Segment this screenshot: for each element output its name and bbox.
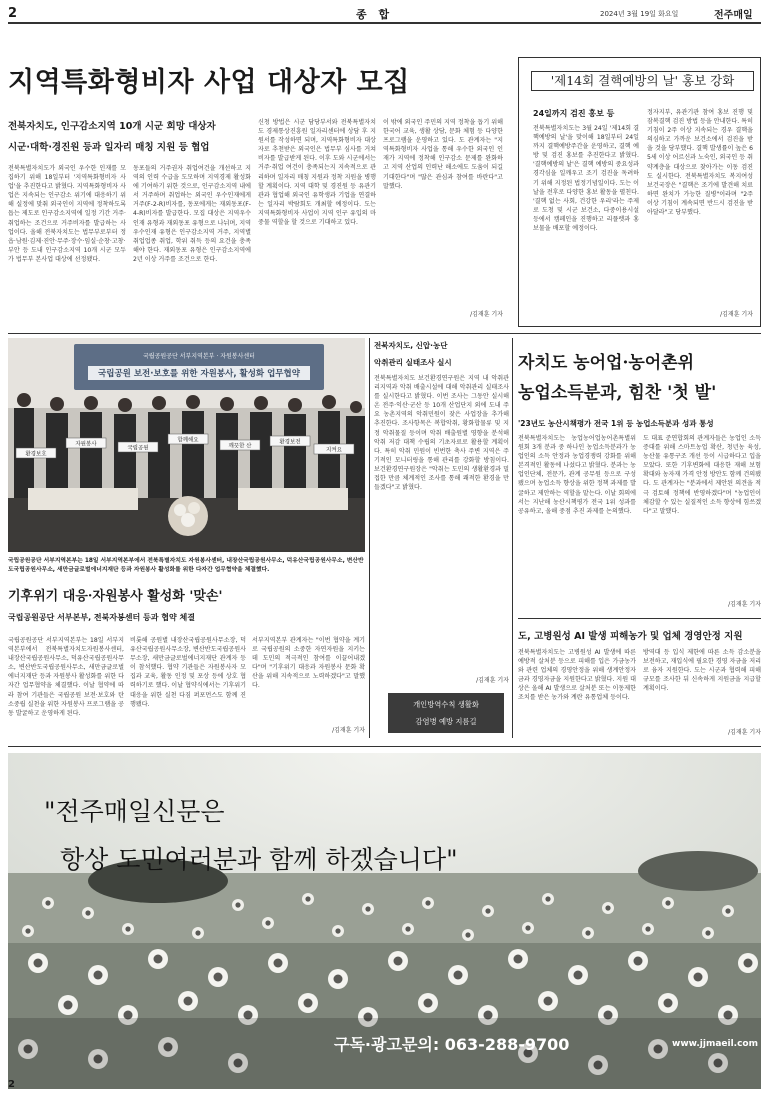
article2-column-1: 국립공원공단 서부지역본부는 18일 서부지역본부에서 전북특별자치도자원봉사센터, 내장산국립공원사무소, 덕유산국립공원사무소, 변산반도국립공원사무소, 새만금글로벌에너지재단 등과 자원봉사 활성화를 위한 다자간 업무협약을 체결했다. 이날 협약에 따라 참여 기관들은 국립공원 보전·보호와 탄소중립 실천을 위한 자원봉사 프로그램을 공동 발굴하고 운영하게 된다. <box>8 637 124 717</box>
box-title: '제14회 결핵예방의 날' 홍보 강화 <box>531 71 754 91</box>
article3-byline: /김재훈 기자 <box>476 677 509 684</box>
article3-column: 전북특별자치도 보건환경연구원은 지역 내 악취관리지역과 악취 배출시설에 대해 악취관리 실태조사를 실시한다고 밝혔다. 이번 조사는 그동안 실시해 온 전주·익산·군산 등 10개 산업단지 외에 도내 주요 농촌지역의 악취민원이 잦은 사업장을 추가해 추진한다. 조사항목은 복합악취, 황화합물류 및 지정 악취물질 등이며 악취 배출원별 영향을 분석해 악취 저감 대책 수립의 기초자료로 활용할 계획이다. 특히 악취 민원이 빈번한 축사 주변 지역은 주기적인 모니터링을 통해 관리를 강화할 방침이다. 보건환경연구원장은 "악취는 도민의 생활환경과 밀접한 만큼 체계적인 조사를 통해 쾌적한 환경을 만들겠다"고 밝혔다. <box>374 375 509 492</box>
lead-byline: /김재훈 기자 <box>470 311 503 318</box>
article3-kicker: 전북자치도, 신압·농단 <box>374 341 448 350</box>
photo-sign-5: 깨끗한 산 <box>228 443 252 450</box>
section-label: 종 합 <box>356 8 394 21</box>
box-byline: /김재훈 기자 <box>720 311 753 318</box>
article4-column-1: 전북특별자치도는 농업농어업농어촌특별위원회 3개 분과 중 하나인 농업소득분과가 농업인의 소득 안정과 농업경쟁력 강화를 위해 본격적인 활동에 나섰다고 밝혔다. 분과는 농업인단체, 전문가, 관계 공무원 등으로 구성됐으며 농업소득 향상을 위한 정책 과제를 발굴하고 제안하는 역할을 맡는다. 이날 회의에서는 지난해 농산시책평가 전국 1위 성과를 공유하고, 올해 중점 추진 과제를 논의했다. <box>518 435 636 515</box>
lead-subhead-2: 시군·대학·경진원 등과 일자리 매칭 지원 등 협업 <box>8 142 210 153</box>
ad-website-link[interactable]: www.jjmaeil.com <box>672 1039 758 1049</box>
ad-slogan-line-1: "전주매일신문은 <box>44 797 225 826</box>
health-ad-line-1: 개인방역수칙 생활화 <box>413 700 479 709</box>
article3-headline: 악취관리 실태조사 실시 <box>374 358 452 367</box>
ad-slogan-line-2: 항상 도민여러분과 함께 하겠습니다" <box>60 845 458 874</box>
article2-column-3: 서부지역본부 관계자는 "이번 협약을 계기로 국립공원의 소중한 자연자원을 지키는 데 도민의 적극적인 참여를 이끌어내겠다"며 "기후위기 대응과 자원봉사 문화 확산을 위해 지속적으로 노력하겠다"고 말했다. <box>252 637 365 690</box>
issue-date: 2024년 3월 19일 화요일 <box>600 10 679 18</box>
photo-sign-2: 자원봉사 <box>75 441 97 448</box>
article2-headline: 기후위기 대응·자원봉사 활성화 '맞손' <box>8 589 223 604</box>
photo-sign-3: 국립공원 <box>127 445 149 452</box>
column-rule-1 <box>369 338 370 738</box>
article3-body-wrap <box>374 374 509 686</box>
article5-headline: 도, 고병원성 AI 발생 피해농가 및 업체 경영안정 지원 <box>518 631 743 642</box>
ad-divider <box>8 746 761 747</box>
article5-column-2: 방역대 등 입식 제한에 따른 소득 감소분을 보전하고, 재입식에 필요한 경영 자금을 저리로 융자 지원한다. 도는 시군과 협력해 피해 규모를 조사한 뒤 신속하게 지원금을 지급할 계획이다. <box>643 649 761 693</box>
photo-sign-7: 지켜요 <box>326 447 342 454</box>
article4-byline: /김재훈 기자 <box>728 601 761 608</box>
article4-headline-line-2: 농업소득분과, 힘찬 '첫 발' <box>518 383 717 403</box>
article4-subhead: '23년도 농산시책평가 전국 1위 등 농업소득분과 성과 통성 <box>518 419 714 428</box>
page-number: 2 <box>8 6 18 21</box>
article5-rule <box>518 618 761 619</box>
section-divider <box>8 333 761 334</box>
box-column-2: 정자지부, 유관기관 참여 홍보 진행 및 잠복결핵 검진 방법 등을 안내한다. 특히 기침이 2주 이상 지속되는 경우 결핵을 의심하고 가까운 보건소에서 검진을 받을 것을 당부했다. 결핵 발생률이 높은 65세 이상 어르신과 노숙인, 외국인 등 취약계층을 대상으로 찾아가는 이동 검진도 실시한다. 전북특별자치도 복지여성보건국장은 "결핵은 조기에 발견해 치료하면 완치가 가능한 질병"이라며 "2주 이상 기침이 계속되면 반드시 검진을 받아달라"고 당부했다. <box>647 109 753 217</box>
box-subhead: 24일까지 검진 홍보 등 <box>533 109 615 118</box>
footer-page-number: 2 <box>8 1079 15 1090</box>
photo-banner-text: 국립공원 보전·보호를 위한 자원봉사, 활성화 업무협약 <box>98 369 300 379</box>
lead-headline: 지역특화형비자 사업 대상자 모집 <box>8 67 410 98</box>
article5-byline: /김재훈 기자 <box>728 729 761 736</box>
article5-column-2-wrap <box>643 648 761 738</box>
ceremony-photo <box>8 338 365 552</box>
article4-column-2-wrap <box>643 434 761 610</box>
lead-column-4-wrap <box>383 118 503 326</box>
ad-contact: 구독·광고문의: 063-288-9700 <box>334 1035 570 1054</box>
health-ad-line-2: 감염병 예방 지름길 <box>415 717 477 726</box>
article4-headline-line-1: 자치도 농어업·농어촌위 <box>518 353 695 373</box>
article2-byline: /김재훈 기자 <box>332 727 365 734</box>
photo-caption: 국립공원공단 서부지역본부는 18일 서부지역본부에서 전북특별자치도 자원봉사센터, 내장산국립공원사무소, 덕유산국립공원사무소, 변산반도국립공원사무소, 새만금글로벌에너지재단 등과 자원봉사 활성화를 위한 다자간 업무협약을 체결했다. <box>8 558 364 573</box>
lead-column-2: 동포들의 거주권자 취업여건을 개선하고 지역의 인력 수급을 도모하며 지역경제 활성화에 기여하기 위한 것으로, 인구감소지역 내에서 거주하며 취업하는 외국인 우수인재에게 거주(F-2-R)비자를, 동포에게는 재외동포(F-4-R)비자를 발급한다. 모집 대상은 지역우수인재 유형과 재외동포 유형으로 나뉘며, 지역우수인재 유형은 인구감소지역 거주, 지역별 취업업종 취업, 학위 취득 등의 요건을 충족해야 한다. 재외동포 유형은 인구감소지역에 2년 이상 거주를 조건으로 한다. <box>133 165 251 263</box>
svg-text:국립공원공단 서부지역본부 · 자원봉사센터: 국립공원공단 서부지역본부 · 자원봉사센터 <box>143 353 255 360</box>
box-column-1: 전북특별자치도는 3월 24일 '제14회 결핵예방의 날'을 맞이해 18일부터 24일까지 결핵예방주간을 운영하고, 결핵 예방 및 검진 홍보를 추진한다고 밝혔다. '결핵예방의 날'은 결핵 예방의 중요성과 경각심을 일깨우고 조기 검진을 독려하기 위해 지정된 법정기념일이다. 도는 이날을 전후로 다양한 홍보 활동을 펼친다. '결핵 없는 사회, 건강한 우리'라는 주제로 도청 및 시군 보건소, 다중이용시설 등에서 캠페인을 진행하고 리플렛과 홍보물을 배포할 예정이다. <box>533 125 639 233</box>
lead-column-4: 이 밖에 외국인 주민의 지역 정착을 돕기 위해 한국어 교육, 생활 상담, 문화 체험 등 다양한 프로그램을 운영하고 있다. 도 관계자는 "지역특화형비자 사업을 통해 우수한 외국인 인재가 지역에 정착해 인구감소 문제를 완화하고 지역 산업의 인력난 해소에도 도움이 되길 기대한다"며 "많은 관심과 참여를 바란다"고 말했다. <box>383 119 503 190</box>
article2-column-3-wrap <box>252 636 365 736</box>
lead-column-3: 신청 방법은 시군 담당부서와 전북특별자치도 경제통상진흥원 일자리센터에 상담 후 지원서를 작성하면 되며, 지역특화형비자 대상자로 추천받은 외국인은 법무부 심사를 거쳐 비자를 발급받게 된다. 이후 도와 시군에서는 거주·취업 여건이 충족되는지 지속적으로 관리하며 일자리 매칭 지원과 정착 지원을 병행할 계획이다. 지역 대학 및 경진원 등 유관기관과 협업해 외국인 유학생과 기업을 연결하는 일자리 박람회도 개최할 예정이다. 도는 지역특화형비자 사업이 지역 인구 유입의 마중물 역할을 할 것으로 기대하고 있다. <box>258 119 376 227</box>
health-ad-box <box>388 693 504 733</box>
newspaper-brand: 전주매일 <box>714 10 753 21</box>
lead-column-1: 전북특별자치도가 외국인 우수한 인재를 모집하기 위해 18일부터 '지역특화형비자 사업'을 추진한다고 밝혔다. 지역특화형비자 사업은 지속되는 인구감소 위기에 대응하기 위해 실정에 맞춰 외국인이 지역에 정착하도록 돕는 제도로 인구감소지역에 일정 기간 거주·취업하는 조건으로 거주비자를 발급하는 사업이다. 올해 전북자치도는 법무부로부터 정읍·남원·김제·진안·무주·장수·임실·순창·고창·부안 등 도내 인구감소지역 10개 시군 모두가 법무부 본사업 대상에 선정됐다. <box>8 165 126 263</box>
article2-column-2: 비롯해 공원별 내장산국립공원사무소장, 덕유산국립공원사무소장, 변산반도국립공원사무소장, 새만금글로벌에너지재단 관계자 등이 참석했다. 협약 기관들은 자원봉사자 모집과 교육, 활동 인정 및 포상 등에 상호 협력하기로 했다. 이날 협약식에서는 기후위기 대응을 위한 실천 다짐 퍼포먼스도 함께 진행됐다. <box>130 637 246 708</box>
box-column-2-wrap <box>647 108 753 320</box>
article2-subhead: 국립공원공단 서부본부, 전북자봉센터 등과 협약 체결 <box>8 613 195 622</box>
photo-sign-4: 함께해요 <box>177 437 199 444</box>
column-rule-2 <box>512 338 513 738</box>
photo-sign-1: 환경보호 <box>25 451 47 458</box>
header-rule <box>8 22 761 24</box>
article5-column-1: 전북특별자치도는 고병원성 AI 발생에 따른 예방적 살처분 등으로 피해를 입은 가금농가와 관련 업체의 경영안정을 위해 생계안정자금과 경영자금을 지원한다고 밝혔다. 지원 대상은 올해 AI 발생으로 살처분 또는 이동제한 조치를 받은 농가와 계란 유통업체 등이다. <box>518 649 636 702</box>
lead-subhead-1: 전북자치도, 인구감소지역 10개 시군 희망 대상자 <box>8 121 216 132</box>
article4-column-2: 도 대표 준연합회의 관계자들은 농업인 소득 증대를 위해 스마트농업 확산, 청년농 육성, 농산물 유통구조 개선 등이 시급하다고 입을 모았다. 또한 기후변화에 대응한 재해 보험 확대와 농자재 가격 안정 방안도 함께 건의됐다. 도 관계자는 "분과에서 제안된 의견을 적극 검토해 정책에 반영하겠다"며 "농업인이 체감할 수 있는 실질적인 소득 향상에 힘쓰겠다"고 말했다. <box>643 435 761 515</box>
ceremony-photo-illustration <box>8 338 365 552</box>
photo-sign-6: 환경보전 <box>279 439 301 446</box>
